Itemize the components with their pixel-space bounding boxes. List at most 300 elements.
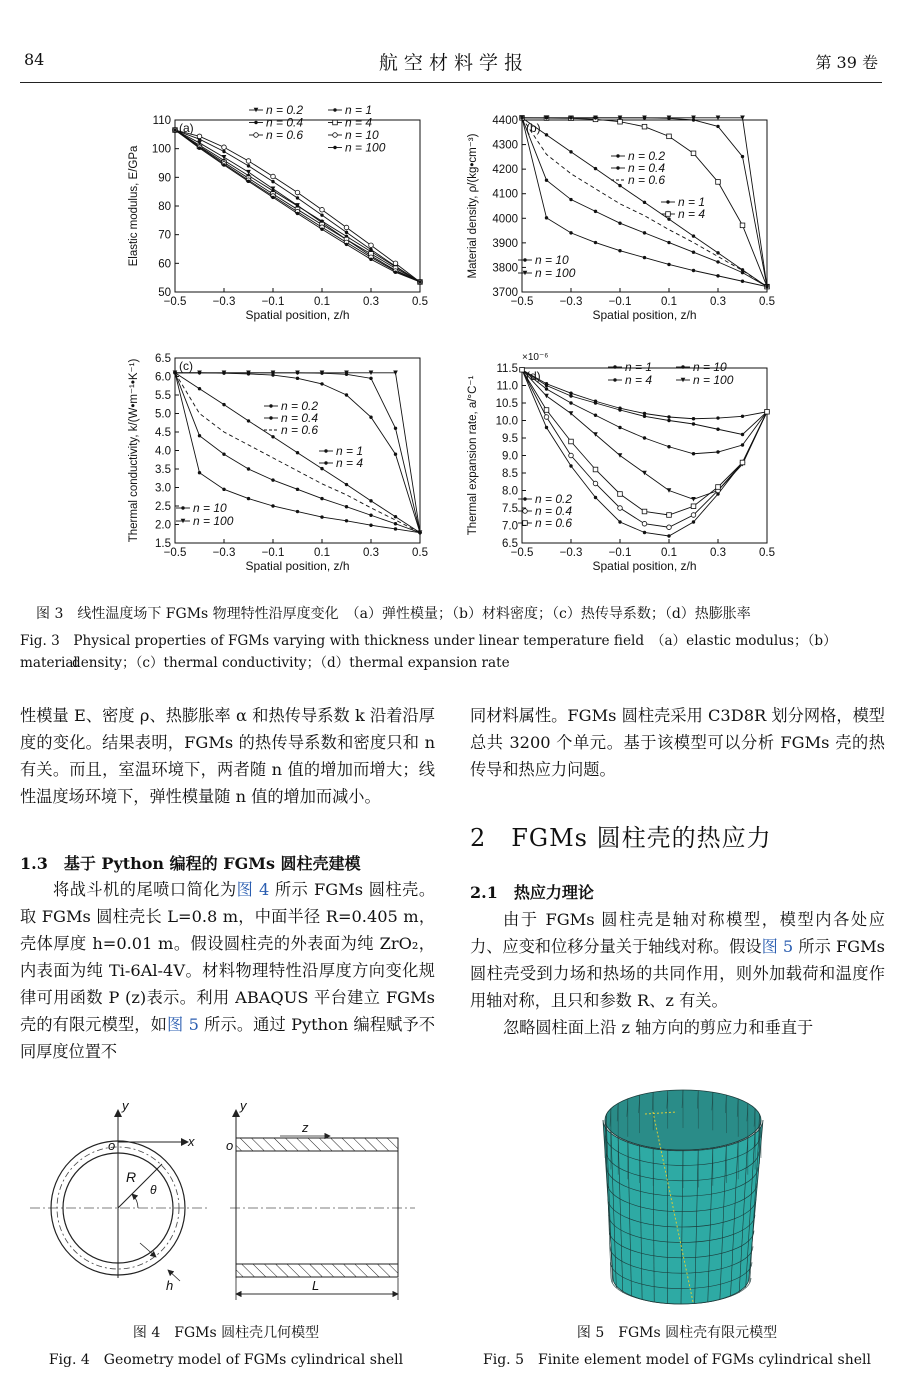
legend-label: n = 100 (193, 514, 234, 528)
data-point (320, 213, 323, 216)
fig4-link[interactable]: 图 4 (236, 880, 270, 899)
data-point (369, 499, 372, 502)
legend-label: n = 4 (678, 207, 706, 221)
fig4-label-r: R (126, 1169, 137, 1185)
data-point (345, 243, 348, 246)
data-point (181, 506, 184, 509)
legend-label: n = 1 (345, 103, 373, 117)
legend (176, 399, 363, 528)
y-tick-label: 11.0 (496, 380, 518, 393)
legend-label: n = 1 (336, 444, 364, 458)
data-point (254, 133, 259, 138)
x-tick-label: −0.5 (163, 547, 187, 559)
data-point (545, 426, 548, 429)
y-tick-label: 4.5 (155, 427, 171, 439)
data-point (613, 365, 616, 368)
y-tick-label: 70 (158, 229, 171, 242)
legend-label: n = 0.6 (281, 423, 319, 437)
data-point (345, 505, 348, 508)
fig4-label-h: h (166, 1278, 174, 1293)
data-point (296, 212, 299, 215)
x-tick-label: 0.5 (759, 547, 775, 559)
data-point (569, 150, 572, 153)
fig4-side-label-o: o (226, 1138, 234, 1153)
chart-material-density (462, 102, 782, 337)
data-point (393, 261, 398, 266)
data-point (716, 274, 719, 277)
y-tick-label: 2.5 (155, 501, 171, 513)
data-point (643, 231, 646, 234)
data-point (716, 125, 719, 128)
data-point (667, 217, 670, 220)
data-point (569, 464, 572, 467)
y-tick-label: 5.5 (155, 390, 171, 402)
data-point (667, 134, 672, 139)
legend-label: n = 0.2 (628, 149, 666, 163)
data-point (324, 461, 327, 464)
data-point (667, 415, 670, 418)
x-axis-label: Spatial position, z/h (245, 308, 350, 322)
data-point (692, 520, 695, 523)
y-tick-label: 7.5 (502, 503, 518, 515)
x-tick-label: 0.5 (412, 547, 428, 559)
data-point (692, 417, 695, 420)
series-line (522, 370, 767, 500)
y-axis-label: Thermal expansion rate, a/°C⁻¹ (467, 375, 479, 536)
fig5-link[interactable]: 图 5 (166, 1015, 199, 1034)
y-tick-label: 110 (152, 115, 171, 127)
data-point (740, 460, 745, 465)
legend-label: n = 1 (625, 360, 653, 374)
data-point (523, 509, 528, 514)
data-point (222, 163, 225, 166)
fig3-caption-en-1: Fig. 3 Physical properties of FGMs varying with thickness under linear temperature field （a）elastic modulus；（b）material (20, 633, 837, 671)
legend-label: n = 0.6 (535, 516, 573, 530)
data-point (222, 150, 225, 153)
y-tick-label: 6.5 (155, 353, 171, 365)
data-point (643, 256, 646, 259)
data-point (394, 453, 397, 456)
data-point (667, 241, 670, 244)
data-point (418, 280, 421, 283)
x-tick-label: 0.1 (661, 296, 677, 308)
x-tick-label: 0.1 (314, 296, 330, 308)
legend (249, 103, 386, 155)
data-point (333, 120, 338, 125)
data-point (222, 145, 227, 150)
right-para-2: 由于 FGMs 圆柱壳是轴对称模型，模型内各处应力、应变和位移分量关于轴线对称。假设图 5 所示 FGMs 圆柱壳受到力场和热场的共同作用，则外加载荷和温度作用轴对称，且只和参数 R、z 有关。 (470, 910, 885, 1010)
fig4-label-x: x (188, 1134, 195, 1149)
y-tick-label: 50 (158, 287, 171, 299)
data-point (692, 234, 695, 237)
y-tick-label: 8.0 (502, 485, 518, 498)
data-point (569, 198, 572, 201)
data-point (667, 445, 670, 448)
data-point (716, 180, 721, 185)
y-tick-label: 90 (158, 172, 171, 185)
data-point (271, 174, 276, 179)
x-tick-label: −0.1 (261, 547, 285, 559)
data-point (369, 524, 372, 527)
data-point (222, 453, 225, 456)
data-point (333, 146, 336, 149)
y-tick-label: 60 (158, 258, 171, 271)
section-2-heading: 2 FGMs 圆柱壳的热应力 (470, 824, 772, 852)
fig5-fe-mesh-model (575, 1082, 780, 1312)
data-point (667, 488, 672, 493)
data-point (345, 393, 348, 396)
x-tick-label: 0.1 (661, 547, 677, 559)
y-tick-label: 4100 (492, 188, 518, 201)
x-tick-label: −0.1 (608, 296, 632, 308)
fig4-caption-cn: 图 4 FGMs 圆柱壳几何模型 (132, 1325, 320, 1341)
data-point (618, 426, 621, 429)
data-point (569, 394, 572, 397)
data-point (394, 527, 397, 530)
legend-label: n = 0.4 (281, 411, 319, 425)
fig4-label-l: L (312, 1278, 320, 1293)
y-tick-label: 7.0 (502, 520, 518, 533)
panel-label: (d) (526, 369, 541, 383)
data-point (594, 496, 597, 499)
panel-label: (c) (179, 359, 193, 373)
data-point (296, 196, 299, 199)
data-point (271, 504, 274, 507)
data-point (345, 519, 348, 522)
data-point (369, 243, 374, 248)
legend-label: n = 0.2 (266, 103, 304, 117)
data-point (394, 522, 397, 525)
data-point (320, 515, 323, 518)
data-point (593, 481, 598, 486)
data-point (741, 433, 744, 436)
data-point (247, 419, 250, 422)
x-tick-label: −0.1 (261, 296, 285, 308)
data-point (394, 515, 397, 518)
data-point (523, 497, 526, 500)
fig4-caption-en: Fig. 4 Geometry model of FGMs cylindrical shell (48, 1352, 404, 1368)
y-tick-label: 3800 (492, 262, 518, 275)
data-point (271, 435, 274, 438)
left-para-2: 将战斗机的尾喷口简化为图 4 所示 FGMs 圆柱壳。取 FGMs 圆柱壳长 L=0.8 m，中面半径 R=0.405 m，壳体厚度 h=0.01 m。假设圆柱壳的外表面为纯 ZrO₂，内表面为纯 Ti-6Al-4V。材料物理特性沿厚度方向变化规律可用函数 P (z)表示。利用 ABAQUS 平台建立 FGMs 壳的有限元模型，如图 5 所示。通过 Python 编程赋予不同厚度位置不 (20, 880, 436, 1061)
data-point (247, 497, 250, 500)
y-tick-label: 100 (151, 143, 171, 156)
panel-label: (a) (179, 121, 194, 135)
data-point (667, 525, 672, 530)
data-point (545, 133, 548, 136)
data-point (741, 268, 744, 271)
fig4-label-theta: θ (150, 1183, 157, 1197)
y-axis-label: Thermal conductivity, k/(W•m⁻¹•K⁻¹) (128, 358, 140, 543)
right-para-1: 同材料属性。FGMs 圆柱壳采用 C3D8R 划分网格，模型总共 3200 个单元。基于该模型可以分析 FGMs 壳的热传导和热应力问题。 (470, 706, 885, 779)
y-tick-label: 3.0 (155, 482, 171, 495)
data-point (643, 531, 646, 534)
data-point (691, 497, 696, 502)
data-point (197, 134, 202, 139)
data-point (333, 108, 336, 111)
data-point (613, 378, 616, 381)
data-point (594, 414, 597, 417)
data-point (667, 534, 670, 537)
data-point (523, 521, 528, 526)
x-tick-label: 0.3 (710, 296, 726, 308)
data-point (716, 416, 719, 419)
data-point (618, 408, 621, 411)
y-tick-label: 2.0 (155, 519, 171, 532)
fig5-link-right[interactable]: 图 5 (761, 937, 794, 956)
fig3-caption-cn: 图 3 线性温度场下 FGMs 物理特性沿厚度变化 （a）弹性模量；（b）材料密度；（c）热传导系数；（d）热膨胀率 (36, 606, 751, 622)
data-point (320, 467, 323, 470)
legend-label: n = 1 (678, 195, 706, 209)
data-point (222, 488, 225, 491)
data-point (254, 121, 257, 124)
data-point (569, 439, 574, 444)
data-point (618, 249, 621, 252)
y-tick-label: 10.5 (495, 398, 518, 410)
data-point (692, 422, 695, 425)
legend-label: n = 0.4 (535, 504, 573, 518)
data-point (344, 225, 349, 230)
y-tick-label: 4300 (492, 139, 518, 152)
data-point (667, 419, 670, 422)
x-tick-label: −0.5 (510, 296, 534, 308)
y-tick-label: 80 (158, 201, 171, 213)
data-point (247, 467, 250, 470)
data-point (545, 387, 548, 390)
legend-label: n = 100 (693, 373, 734, 387)
data-point (545, 179, 548, 182)
data-point (320, 497, 323, 500)
y-tick-label: 3900 (492, 237, 518, 250)
data-point (716, 251, 719, 254)
y-tick-label: 6.0 (155, 371, 171, 384)
fig3-caption-en-2: density；（c）thermal conductivity；（d）thermal expansion rate (72, 655, 510, 671)
data-point (222, 403, 225, 406)
data-point (247, 180, 250, 183)
data-point (369, 377, 372, 380)
cross-section-view (30, 1098, 210, 1293)
data-point (198, 471, 201, 474)
y-axis-multiplier: ×10⁻⁶ (522, 352, 549, 363)
data-point (716, 428, 719, 431)
x-tick-label: −0.5 (163, 296, 187, 308)
data-point (740, 223, 745, 228)
data-point (643, 415, 646, 418)
legend-label: n = 4 (345, 115, 373, 130)
fig4-label-y: y (122, 1098, 129, 1113)
legend-label: n = 4 (336, 456, 364, 470)
data-point (741, 155, 744, 158)
x-tick-label: −0.5 (510, 547, 534, 559)
chart-thermal-conductivity (120, 338, 440, 588)
x-axis-label: Spatial position, z/h (592, 308, 697, 322)
x-tick-label: 0.5 (412, 296, 428, 308)
data-point (369, 514, 372, 517)
fig4-geometry-diagram (30, 1098, 420, 1310)
data-point (296, 510, 299, 513)
y-tick-label: 6.5 (502, 538, 518, 550)
x-axis-label: Spatial position, z/h (245, 559, 350, 573)
y-tick-label: 4400 (492, 115, 518, 127)
data-point (545, 384, 548, 387)
legend-label: n = 10 (193, 501, 227, 515)
y-tick-label: 9.0 (502, 450, 518, 463)
x-tick-label: −0.3 (212, 547, 236, 559)
data-point (716, 450, 719, 453)
x-tick-label: −0.3 (212, 296, 236, 308)
data-point (594, 210, 597, 213)
data-point (569, 401, 572, 404)
data-point (320, 207, 325, 212)
data-point (642, 521, 647, 526)
data-point (616, 166, 619, 169)
y-tick-label: 5.0 (155, 408, 171, 421)
y-tick-label: 4000 (492, 213, 518, 226)
data-point (198, 387, 201, 390)
chart-elastic-modulus (120, 102, 440, 337)
data-point (520, 367, 525, 372)
y-tick-label: 8.5 (502, 468, 518, 480)
data-point (741, 415, 744, 418)
data-point (765, 409, 770, 414)
data-point (324, 449, 327, 452)
data-point (296, 488, 299, 491)
data-point (545, 216, 548, 219)
data-point (594, 401, 597, 404)
data-point (333, 133, 338, 138)
data-point (345, 231, 348, 234)
data-point (692, 452, 695, 455)
fig5-caption-cn: 图 5 FGMs 圆柱壳有限元模型 (576, 1325, 778, 1341)
legend-label: n = 0.2 (281, 399, 319, 413)
data-point (320, 382, 323, 385)
data-point (271, 478, 274, 481)
data-point (643, 201, 646, 204)
panel-label: (b) (526, 121, 541, 135)
data-point (618, 520, 621, 523)
fig4-side-label-y: y (240, 1098, 247, 1113)
data-point (544, 415, 549, 420)
legend-label: n = 4 (625, 373, 653, 387)
y-axis-label: Material density, ρ/(kg•cm⁻³) (467, 133, 479, 279)
x-tick-label: −0.3 (559, 296, 583, 308)
legend-label: n = 100 (345, 140, 386, 155)
data-point (247, 164, 250, 167)
x-tick-label: 0.5 (759, 296, 775, 308)
data-point (667, 263, 670, 266)
header-rule (20, 82, 882, 83)
y-tick-label: 1.5 (155, 538, 171, 550)
data-point (618, 222, 621, 225)
data-point (716, 485, 721, 490)
legend-label: n = 10 (345, 128, 379, 142)
x-tick-label: 0.3 (363, 547, 379, 559)
y-tick-label: 3.5 (155, 464, 171, 476)
fig4-label-o: o (108, 1138, 116, 1153)
x-axis-label: Spatial position, z/h (592, 559, 697, 573)
section-1-3-heading: 1.3 基于 Python 编程的 FGMs 圆柱壳建模 (20, 854, 361, 873)
legend-label: n = 0.6 (266, 128, 304, 142)
fig5-caption-en: Fig. 5 Finite element model of FGMs cylindrical shell (483, 1352, 871, 1368)
data-point (691, 151, 696, 156)
data-point (616, 154, 619, 157)
data-point (716, 260, 719, 263)
data-point (295, 190, 300, 195)
x-tick-label: 0.3 (363, 296, 379, 308)
y-tick-label: 10.0 (495, 415, 518, 428)
side-view (226, 1098, 415, 1300)
journal-title: 航 空 材 料 学 报 (378, 52, 524, 74)
data-point (691, 504, 696, 509)
data-point (618, 184, 621, 187)
fig4-label-z: z (302, 1120, 309, 1135)
data-point (642, 509, 647, 514)
data-point (271, 196, 274, 199)
data-point (544, 408, 549, 413)
data-point (269, 404, 272, 407)
data-point (523, 258, 526, 261)
data-point (198, 434, 201, 437)
data-point (569, 231, 572, 234)
data-point (296, 377, 299, 380)
data-point (271, 180, 274, 183)
y-tick-label: 4.0 (155, 445, 171, 458)
legend-label: n = 0.6 (628, 173, 666, 187)
data-point (296, 451, 299, 454)
data-point (681, 365, 684, 368)
data-point (594, 167, 597, 170)
data-point (320, 228, 323, 231)
x-tick-label: 0.1 (314, 547, 330, 559)
legend-label: n = 10 (693, 360, 727, 374)
data-point (593, 467, 598, 472)
data-point (246, 159, 251, 164)
data-point (345, 483, 348, 486)
data-point (173, 128, 176, 131)
y-tick-label: 4200 (492, 164, 518, 177)
legend-label: n = 10 (535, 253, 569, 267)
right-para-3: 忽略圆柱面上沿 z 轴方向的剪应力和垂直于 (503, 1018, 814, 1037)
data-point (741, 443, 744, 446)
data-point (618, 506, 623, 511)
chart-thermal-expansion (462, 338, 782, 588)
data-point (594, 241, 597, 244)
data-point (642, 124, 647, 129)
y-tick-label: 11.5 (496, 363, 518, 375)
left-para-1: 性模量 E、密度 ρ、热膨胀率 α 和热传导系数 k 沿着沿厚度的变化。结果表明，FGMs 的热传导系数和密度只和 n 有关。而且，室温环境下，两者随 n 值的增加而增大；线性温度场环境下，弹性模量随 n 值的增加而减小。 (20, 706, 435, 806)
x-tick-label: 0.3 (710, 547, 726, 559)
volume-label: 第 39 卷 (815, 53, 878, 72)
y-tick-label: 3700 (492, 287, 518, 299)
legend-label: n = 0.4 (628, 161, 666, 175)
y-axis-label: Elastic modulus, E/GPa (128, 145, 140, 267)
data-point (667, 513, 672, 518)
data-point (691, 513, 696, 518)
data-point (394, 271, 397, 274)
data-point (666, 212, 671, 217)
data-point (394, 427, 397, 430)
legend-label: n = 100 (535, 266, 576, 280)
data-point (692, 269, 695, 272)
data-point (666, 200, 669, 203)
data-point (741, 280, 744, 283)
x-tick-label: −0.3 (559, 547, 583, 559)
data-point (643, 436, 646, 439)
legend-label: n = 0.4 (266, 115, 304, 130)
x-tick-label: −0.1 (608, 547, 632, 559)
y-tick-label: 9.5 (502, 433, 518, 445)
legend-label: n = 0.2 (535, 492, 573, 506)
